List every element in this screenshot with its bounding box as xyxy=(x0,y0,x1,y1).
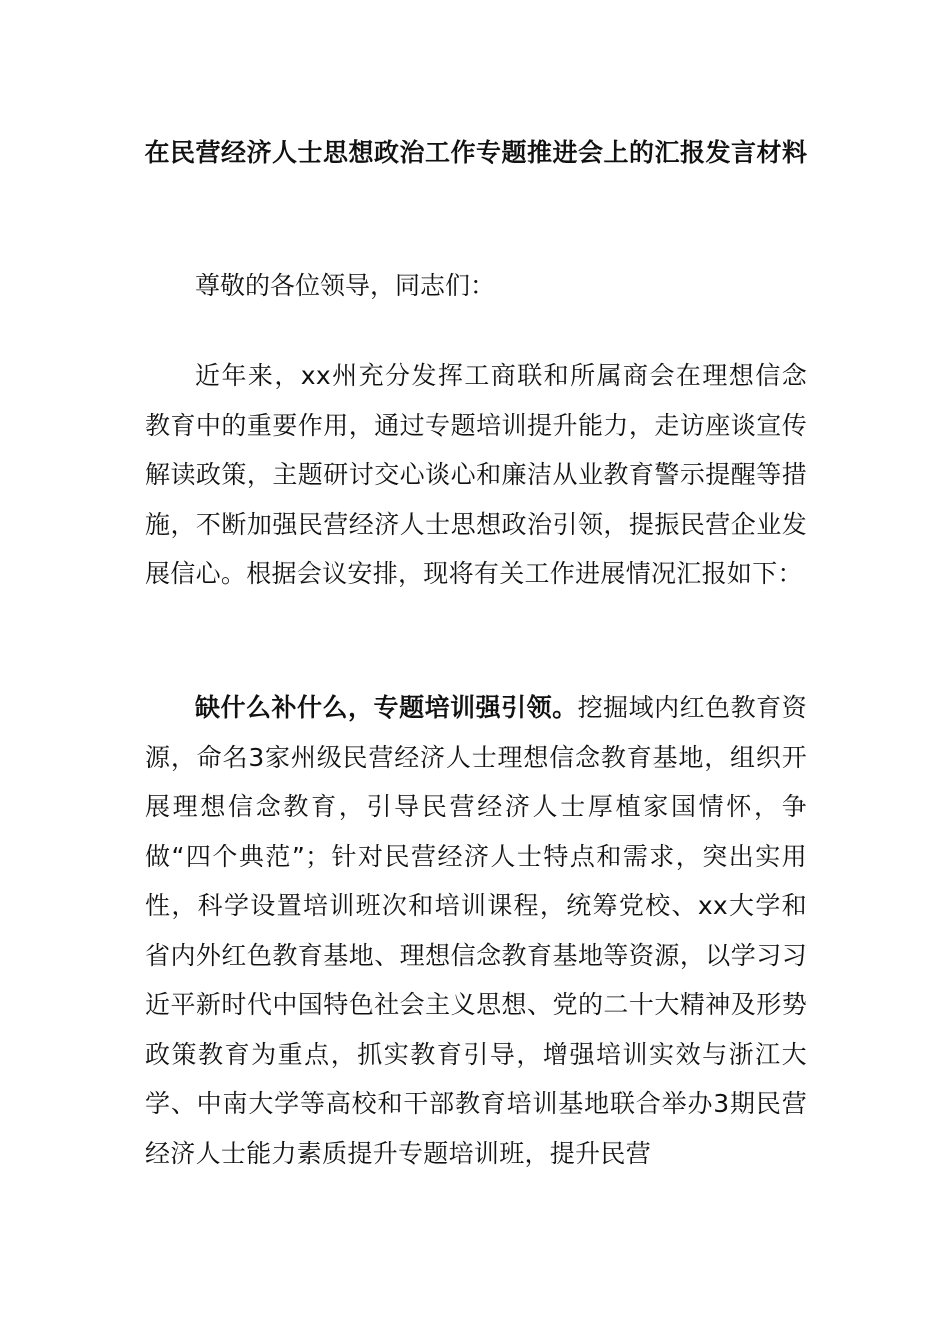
document-title: 在民营经济人士思想政治工作专题推进会上的汇报发言材料 xyxy=(144,138,808,167)
paragraph-training xyxy=(145,683,807,1178)
paragraph-intro xyxy=(145,351,807,599)
paragraph-training-lead: 缺什么补什么，专题培训强引领。 xyxy=(195,693,578,722)
paragraph-training-text: 挖掘域内红色教育资源，命名3家州级民营经济人士理想信念教育基地，组织开展理想信念教育，引导民营经济人士厚植家国情怀，争做“四个典范”；针对民营经济人士特点和需求，突出实用性，科学设置培训班次和培训课程，统筹党校、xx大学和省内外红色教育基地、理想信念教育基地等资源，以学习习近平新时代中国特色社会主义思想、党的二十大精神及形势政策教育为重点，抓实教育引导，增强培训实效与浙江大学、中南大学等高校和干部教育培训基地联合举办3期民营经济人士能力素质提升专题培训班，提升民营 xyxy=(145,693,807,1168)
salutation: 尊敬的各位领导，同志们： xyxy=(195,271,496,300)
paragraph-intro-text: 近年来，xx州充分发挥工商联和所属商会在理想信念教育中的重要作用，通过专题培训提升能力，走访座谈宣传解读政策，主题研讨交心谈心和廉洁从业教育警示提醒等措施，不断加强民营经济人士思想政治引领，提振民营企业发展信心。根据会议安排，现将有关工作进展情况汇报如下： xyxy=(145,361,807,588)
